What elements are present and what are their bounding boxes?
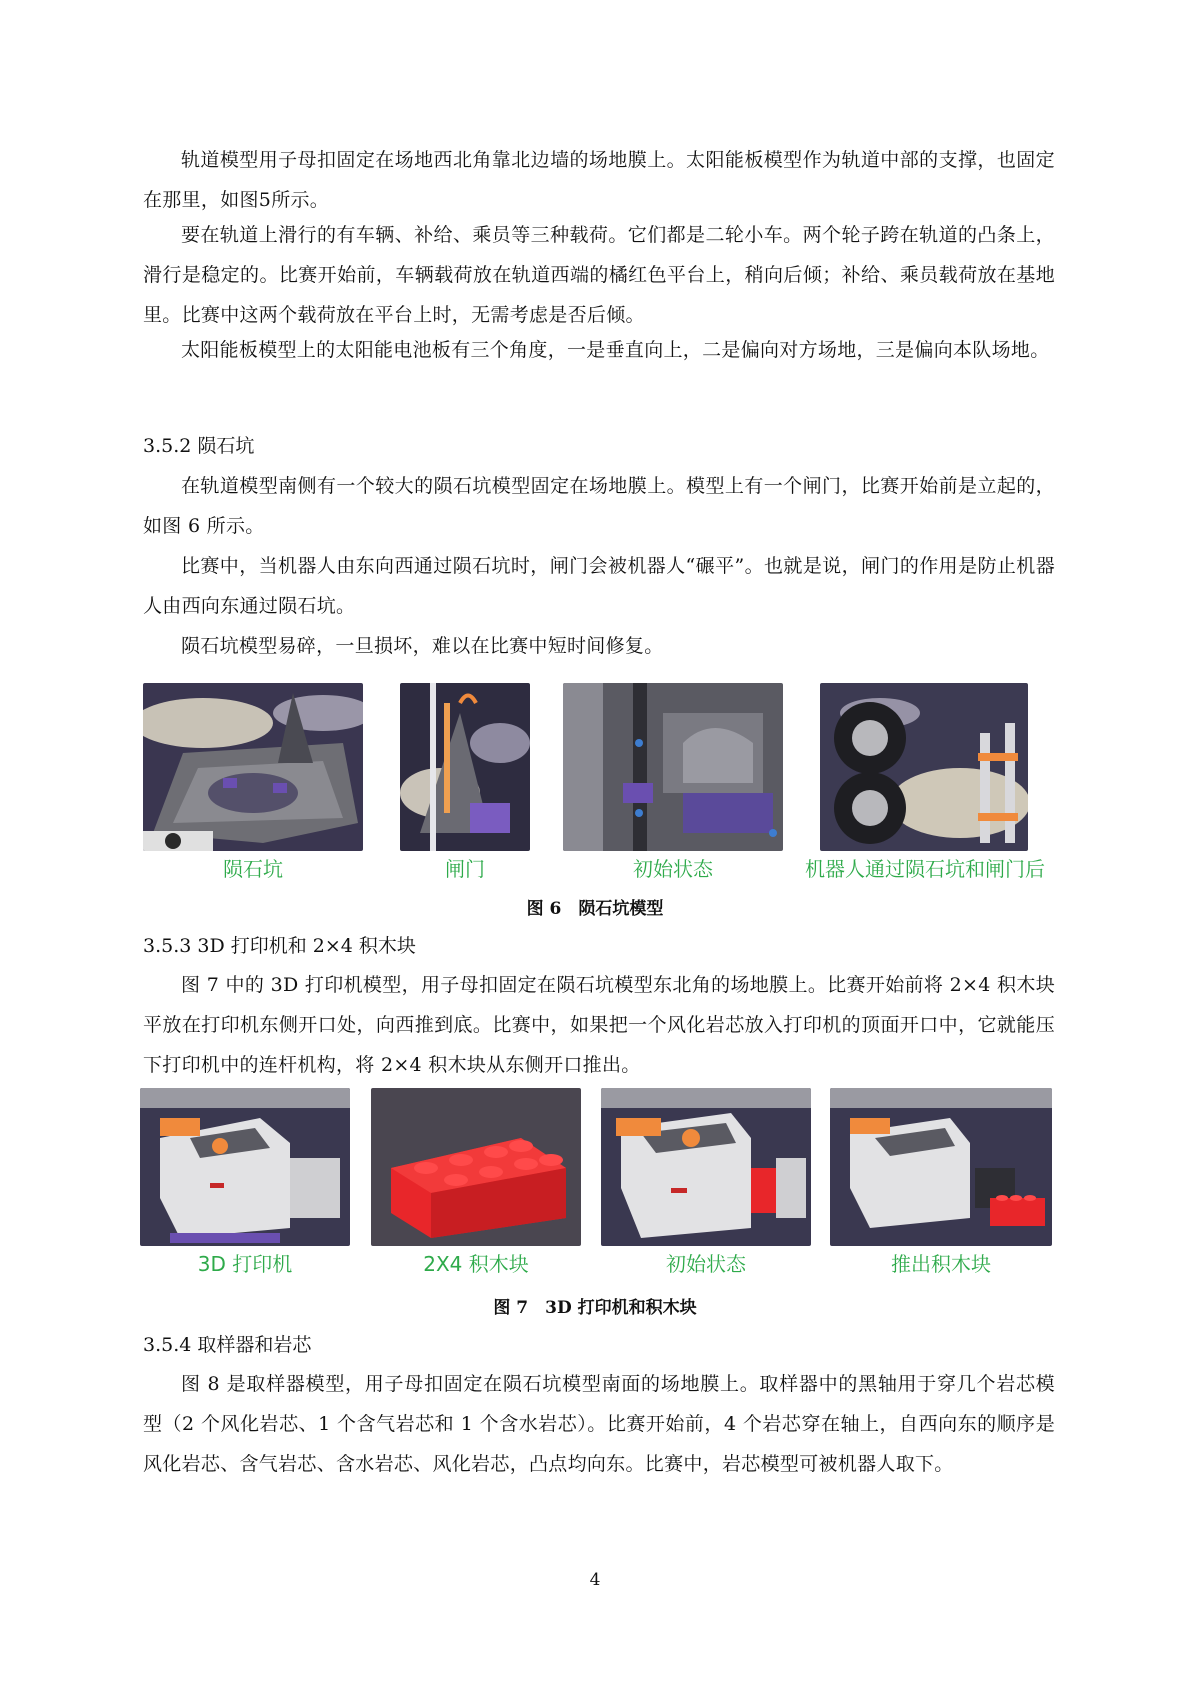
paragraph-crater-fragile: 陨石坑模型易碎，一旦损坏，难以在比赛中短时间修复。 (181, 635, 664, 657)
heading-3-5-4: 3.5.4 取样器和岩芯 (143, 1334, 312, 1356)
heading-3-5-2: 3.5.2 陨石坑 (143, 435, 255, 457)
caption-printer-initial-state: 初始状态 (666, 1252, 746, 1276)
heading-3-5-3: 3.5.3 3D 打印机和 2×4 积木块 (143, 935, 416, 957)
caption-brick-pushed-out: 推出积木块 (891, 1252, 991, 1276)
gate-photo (400, 683, 530, 851)
brick-pushed-out-photo (830, 1088, 1052, 1246)
paragraph-track-model: 轨道模型用子母扣固定在场地西北角靠北边墙的场地膜上。太阳能板模型作为轨道中部的支撑，也固定在那里，如图5所示。 (143, 149, 1055, 211)
initial-state-photo (563, 683, 783, 851)
crater-photo (143, 683, 363, 851)
page-number: 4 (589, 1570, 601, 1590)
paragraph-3d-printer: 图 7 中的 3D 打印机模型，用子母扣固定在陨石坑模型东北角的场地膜上。比赛开始前将 2×4 积木块平放在打印机东侧开口处，向西推到底。比赛中，如果把一个风化岩芯放入打印机的顶面开口中，它就能压下打印机中的连杆机构，将 2×4 积木块从东侧开口推出。 (143, 974, 1055, 1076)
figure-6-title: 图 6 陨石坑模型 (526, 899, 664, 919)
paragraph-payloads: 要在轨道上滑行的有车辆、补给、乘员等三种载荷。它们都是二轮小车。两个轮子跨在轨道的凸条上，滑行是稳定的。比赛开始前，车辆载荷放在轨道西端的橘红色平台上，稍向后倾；补给、乘员载荷放在基地里。比赛中这两个载荷放在平台上时，无需考虑是否后倾。 (143, 224, 1055, 326)
caption-brick-2x4: 2X4 积木块 (423, 1252, 529, 1276)
caption-gate: 闸门 (445, 857, 485, 881)
figure-7 (0, 1088, 1190, 1288)
caption-crater: 陨石坑 (223, 857, 283, 881)
caption-3d-printer: 3D 打印机 (197, 1252, 293, 1276)
printer-initial-state-photo (601, 1088, 811, 1246)
caption-initial-state: 初始状态 (633, 857, 713, 881)
robot-passed-photo (820, 683, 1028, 851)
paragraph-crater-intro: 在轨道模型南侧有一个较大的陨石坑模型固定在场地膜上。模型上有一个闸门，比赛开始前是立起的，如图 6 所示。 (143, 475, 1055, 537)
brick-2x4-photo (371, 1088, 581, 1246)
paragraph-sampler: 图 8 是取样器模型，用子母扣固定在陨石坑模型南面的场地膜上。取样器中的黑轴用于穿几个岩芯模型（2 个风化岩芯、1 个含气岩芯和 1 个含水岩芯）。比赛开始前，4 个岩芯穿在轴上，自西向东的顺序是风化岩芯、含气岩芯、含水岩芯、风化岩芯，凸点均向东。比赛中，岩芯模型可被机器人取下。 (143, 1373, 1055, 1475)
3d-printer-photo (140, 1088, 350, 1246)
paragraph-solar-panel: 太阳能板模型上的太阳能电池板有三个角度，一是垂直向上，二是偏向对方场地，三是偏向本队场地。 (181, 339, 1050, 361)
caption-robot-passed: 机器人通过陨石坑和闸门后 (805, 857, 1045, 881)
paragraph-crater-gate: 比赛中，当机器人由东向西通过陨石坑时，闸门会被机器人“碾平”。也就是说，闸门的作用是防止机器人由西向东通过陨石坑。 (143, 555, 1055, 617)
figure-7-title: 图 7 3D 打印机和积木块 (493, 1298, 697, 1318)
figure-6 (0, 683, 1190, 883)
